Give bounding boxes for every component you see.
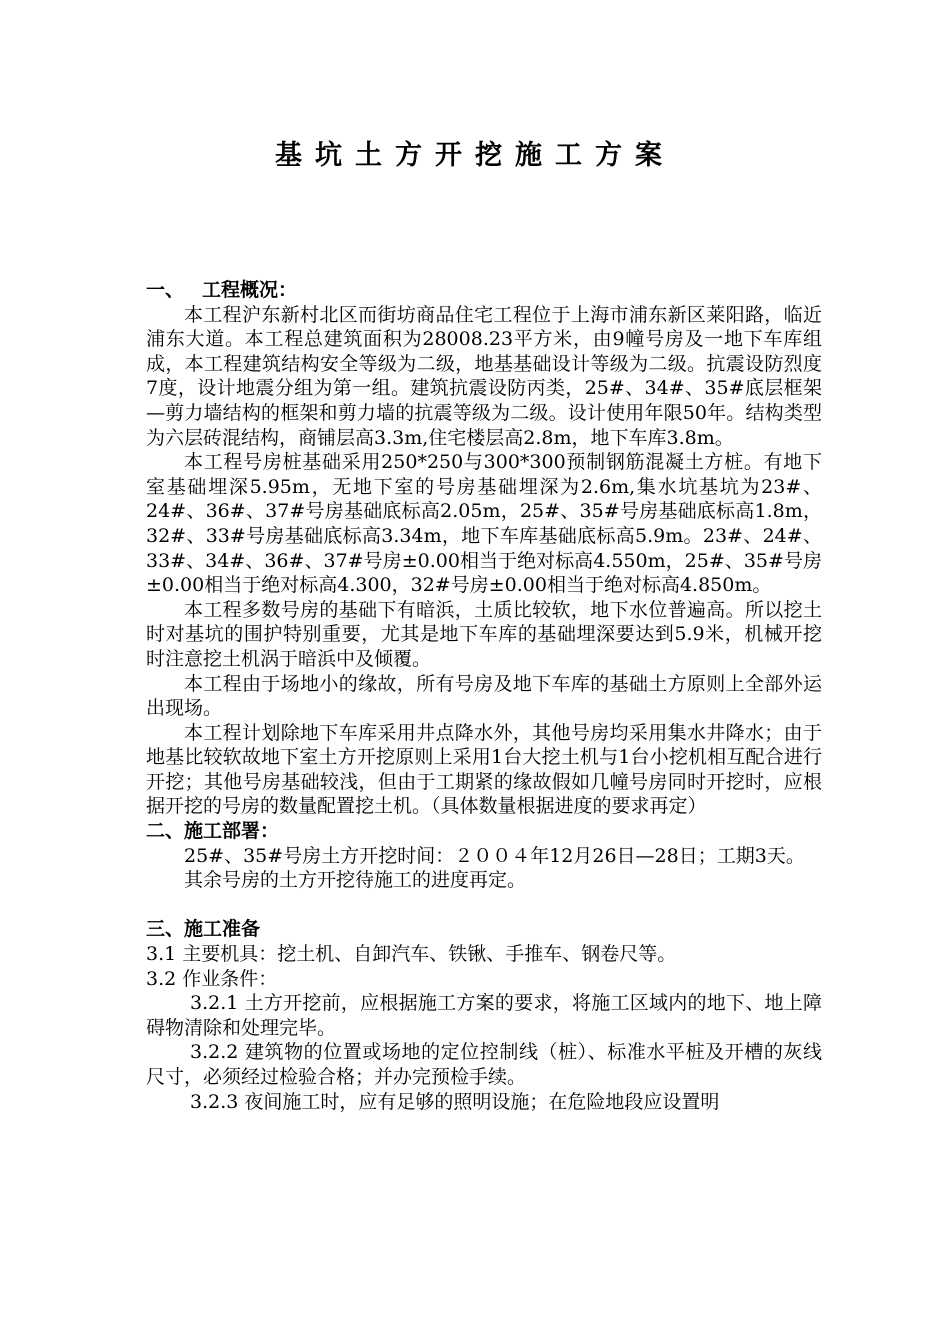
section-heading-preparation: 三、施工准备	[146, 918, 261, 941]
paragraph: 本工程由于场地小的缘故，所有号房及地下车库的基础土方原则上全部外运出现场。	[146, 672, 822, 720]
sub-list-item: 3.2.3 夜间施工时，应有足够的照明设施；在危险地段应设置明	[190, 1090, 720, 1113]
sub-list-item: 3.2.2 建筑物的位置或场地的定位控制线（桩）、标准水平桩及开槽的灰线尺寸，必须经过检验合格；并办完预检手续。	[146, 1041, 822, 1088]
paragraph: 本工程多数号房的基础下有暗浜，土质比较软，地下水位普遍高。所以挖土时对基坑的围护特别重要，尤其是地下车库的基础埋深要达到5.9米，机械开挖时注意挖土机涡于暗浜中及倾覆。	[146, 598, 822, 670]
section-number: 一、	[146, 279, 185, 301]
document-title: 基坑土方开挖施工方案	[275, 140, 675, 171]
section-heading-overview	[146, 278, 822, 303]
list-item: 3.1 主要机具：挖土机、自卸汽车、铁锹、手推车、钢卷尺等。	[146, 943, 677, 966]
paragraph: 25#、35#号房土方开挖时间：２００４年12月26日—28日；工期3天。	[184, 844, 805, 867]
paragraph: 其余号房的土方开挖待施工的进度再定。	[184, 869, 527, 892]
paragraph: 本工程号房桩基础采用250*250与300*300预制钢筋混凝土方桩。有地下室基础埋深5.95m，无地下室的号房基础埋深为2.6m,集水坑基坑为23#、24#、36#、37#号房基础底标高2.05m，25#、35#号房基础底标高1.8m，32#、33#号房基础底标高3.34m，地下车库基础底标高5.9m。23#、24#、33#、34#、36#、37#号房±0.00相当于绝对标高4.550m，25#、35#号房±0.00相当于绝对标高4.300，32#号房±0.00相当于绝对标高4.850m。	[146, 451, 822, 597]
section-heading-deployment: 二、施工部署：	[146, 820, 280, 843]
paragraph: 本工程计划除地下车库采用井点降水外，其他号房均采用集水井降水；由于地基比较软故地下室土方开挖原则上采用1台大挖土机与1台小挖机相互配合进行开挖；其他号房基础较浅，但由于工期紧的缘故假如几幢号房同时开挖时，应根据开挖的号房的数量配置挖土机。（具体数量根据进度的要求再定）	[146, 721, 822, 818]
paragraph: 本工程沪东新村北区而街坊商品住宅工程位于上海市浦东新区莱阳路，临近浦东大道。本工程总建筑面积为28008.23平方米，由9幢号房及一地下车库组成，本工程建筑结构安全等级为二级，地基基础设计等级为二级。抗震设防烈度7度，设计地震分组为第一组。建筑抗震设防丙类，25#、34#、35#底层框架—剪力墙结构的框架和剪力墙的抗震等级为二级。设计使用年限50年。结构类型为六层砖混结构，商铺层高3.3m,住宅楼层高2.8m，地下车库3.8m。	[146, 303, 822, 449]
blank-line	[146, 893, 822, 918]
document-body	[146, 278, 822, 1114]
sub-list-item: 3.2.1 土方开挖前，应根据施工方案的要求，将施工区域内的地下、地上障碍物清除和处理完毕。	[146, 992, 822, 1039]
section-heading-text: 工程概况：	[202, 279, 298, 301]
list-item: 3.2 作业条件：	[146, 967, 278, 990]
